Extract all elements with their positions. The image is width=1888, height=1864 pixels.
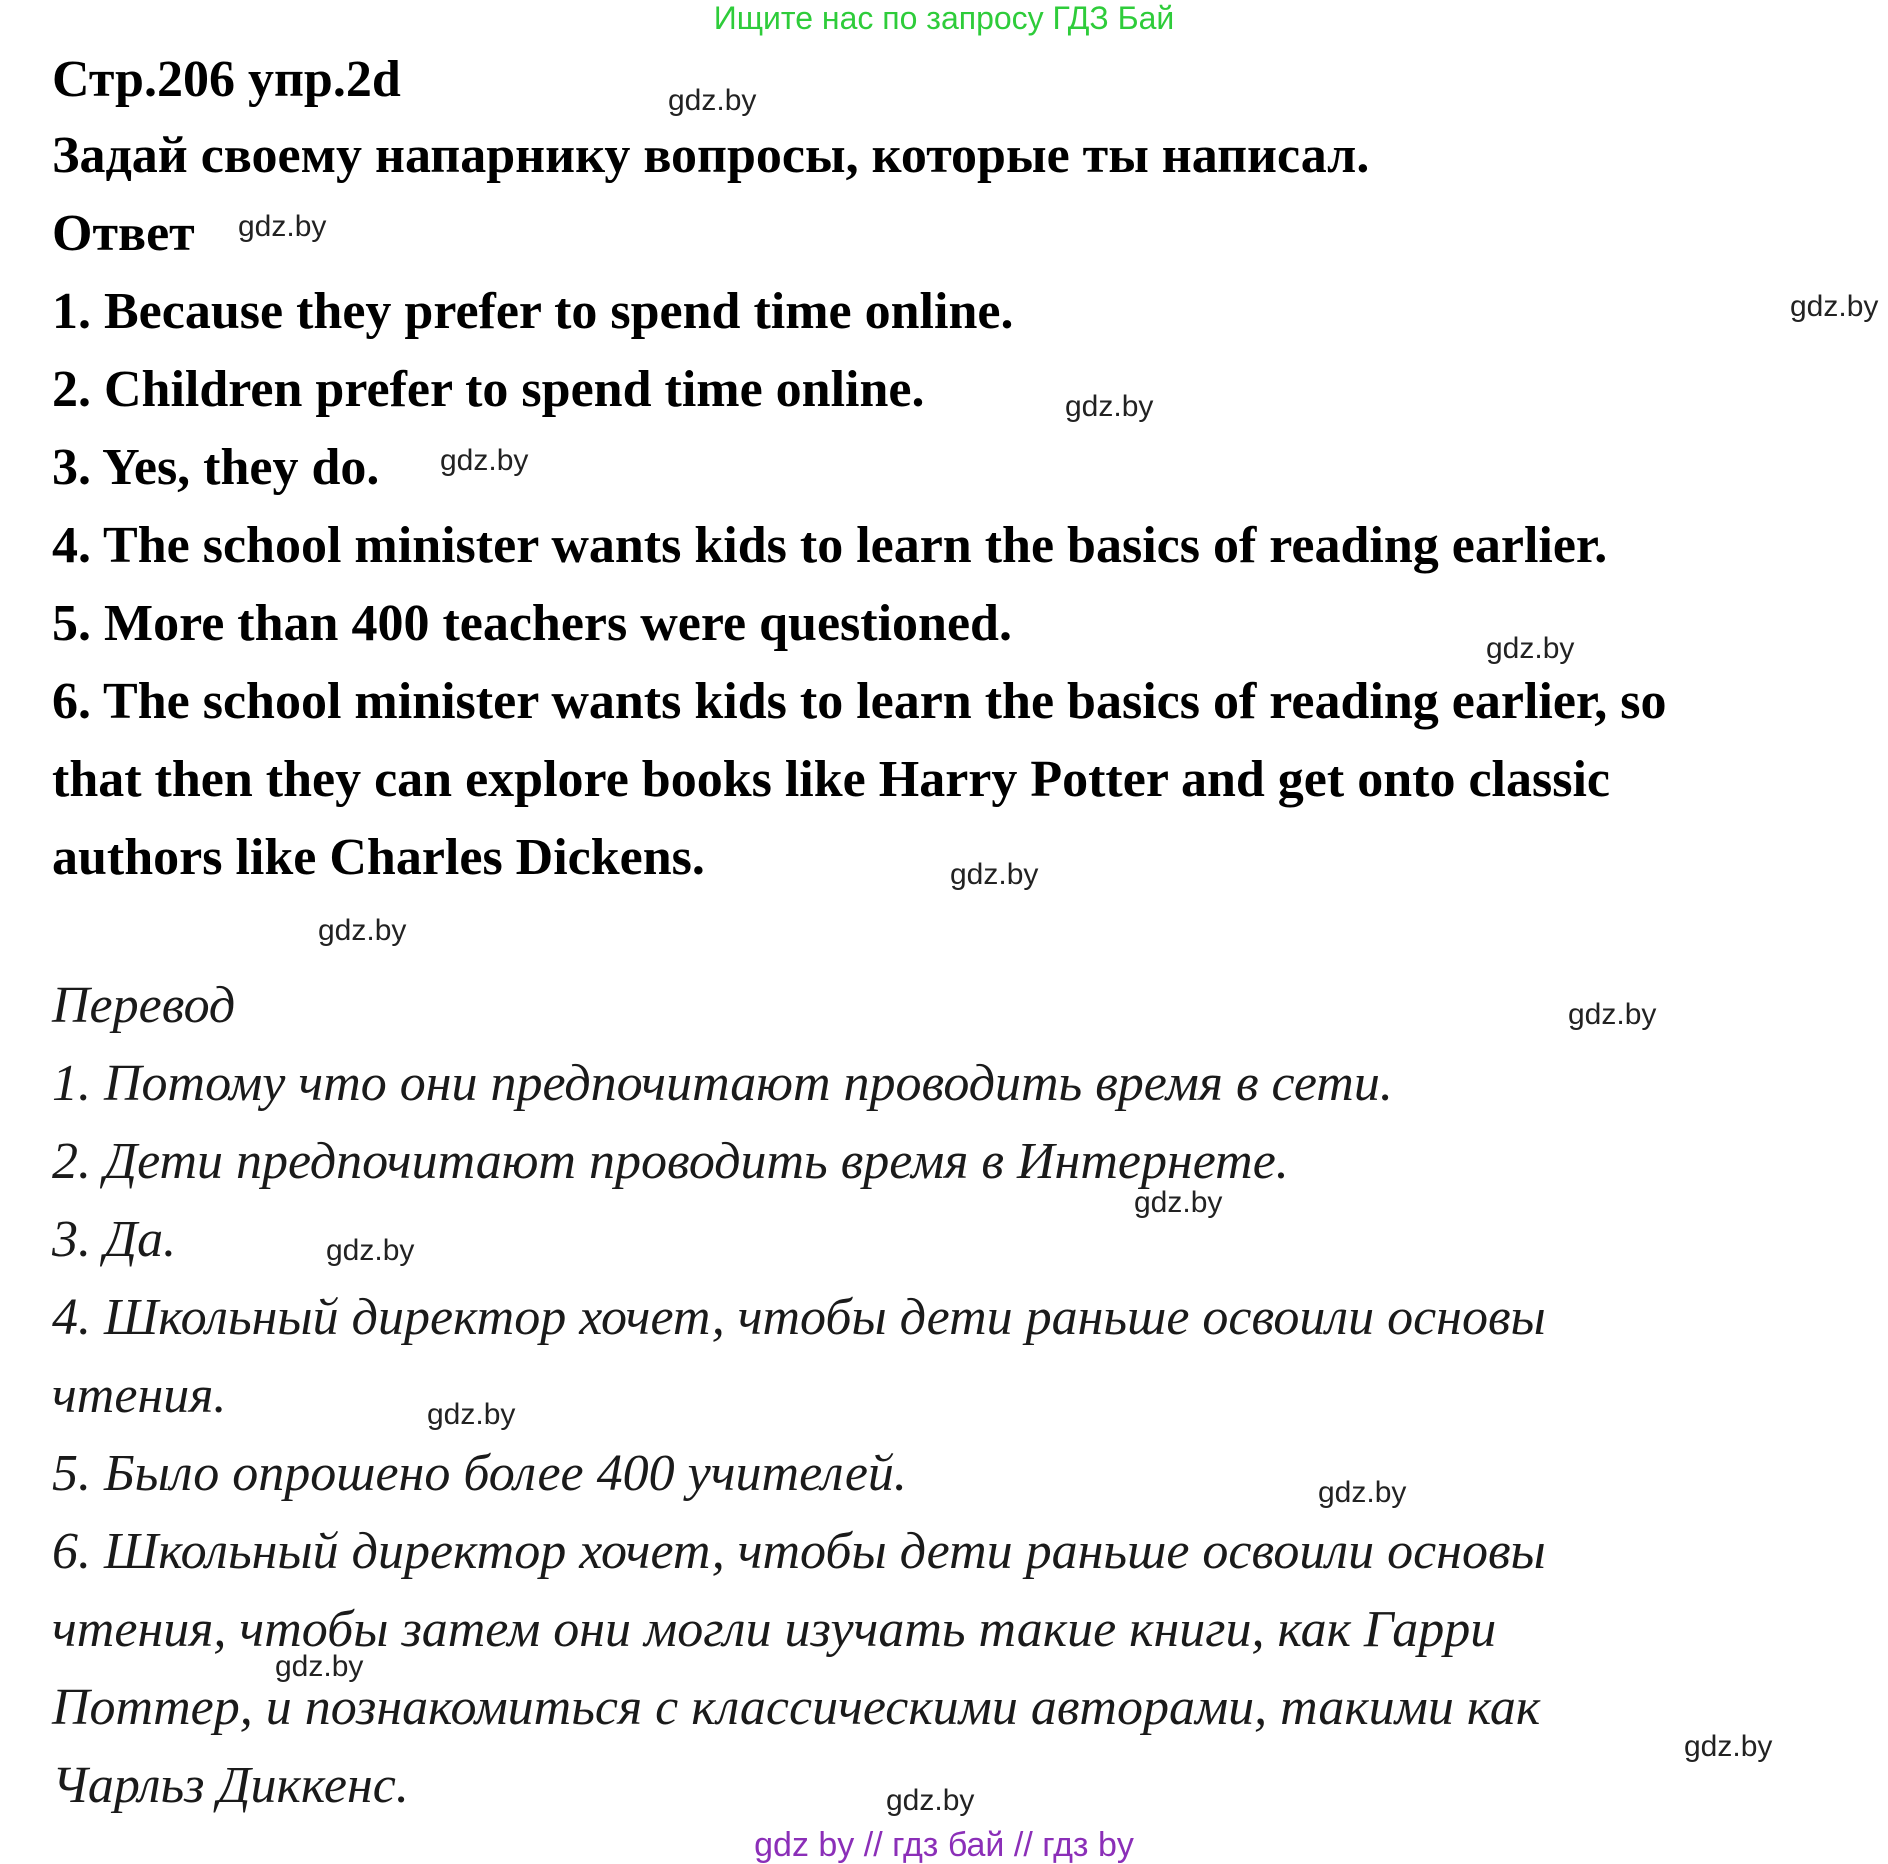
answer-line: 6. The school minister wants kids to learn the basics of reading earlier, so <box>52 673 1667 730</box>
watermark: gdz.by <box>440 444 529 477</box>
watermark: gdz.by <box>886 1784 975 1817</box>
translation-line: Поттер, и познакомиться с классическими авторами, такими как <box>52 1679 1541 1736</box>
header-banner: Ищите нас по запросу ГДЗ Бай <box>713 0 1175 36</box>
watermark: gdz.by <box>1134 1186 1223 1219</box>
answer-line: 5. More than 400 teachers were questioned. <box>52 595 1012 652</box>
exercise-title: Стр.206 упр.2d <box>52 51 401 108</box>
watermark: gdz.by <box>1790 290 1879 323</box>
translation-line: 1. Потому что они предпочитают проводить время в сети. <box>52 1055 1393 1112</box>
translation-line: 4. Школьный директор хочет, чтобы дети раньше освоили основы <box>52 1289 1546 1346</box>
watermark: gdz.by <box>427 1398 516 1431</box>
watermark: gdz.by <box>318 914 407 947</box>
watermark: gdz.by <box>1065 390 1154 423</box>
watermark: gdz.by <box>238 210 327 243</box>
footer-banner: gdz by // гдз бай // гдз by <box>754 1826 1134 1864</box>
watermark: gdz.by <box>1318 1476 1407 1509</box>
answer-line: 3. Yes, they do. <box>52 439 380 496</box>
translation-line: чтения. <box>52 1367 227 1424</box>
watermark: gdz.by <box>1568 998 1657 1031</box>
translation-line: 5. Было опрошено более 400 учителей. <box>52 1445 907 1502</box>
answer-line: 1. Because they prefer to spend time online. <box>52 283 1014 340</box>
watermark: gdz.by <box>950 858 1039 891</box>
watermark: gdz.by <box>326 1234 415 1267</box>
answer-line: authors like Charles Dickens. <box>52 829 705 886</box>
answer-heading: Ответ <box>52 205 195 262</box>
answer-line: that then they can explore books like Harry Potter and get onto classic <box>52 751 1610 808</box>
translation-line: Чарльз Диккенс. <box>52 1757 409 1814</box>
answer-line: 4. The school minister wants kids to learn the basics of reading earlier. <box>52 517 1608 574</box>
watermark: gdz.by <box>1684 1730 1773 1763</box>
watermark: gdz.by <box>275 1650 364 1683</box>
translation-line: чтения, чтобы затем они могли изучать такие книги, как Гарри <box>52 1601 1497 1658</box>
task-text: Задай своему напарнику вопросы, которые ты написал. <box>52 127 1370 184</box>
watermark: gdz.by <box>1486 632 1575 665</box>
translation-line: 3. Да. <box>52 1211 177 1268</box>
translation-line: 2. Дети предпочитают проводить время в Интернете. <box>52 1133 1289 1190</box>
translation-line: 6. Школьный директор хочет, чтобы дети раньше освоили основы <box>52 1523 1546 1580</box>
translation-heading: Перевод <box>52 977 236 1034</box>
answer-line: 2. Children prefer to spend time online. <box>52 361 925 418</box>
watermark: gdz.by <box>668 84 757 117</box>
